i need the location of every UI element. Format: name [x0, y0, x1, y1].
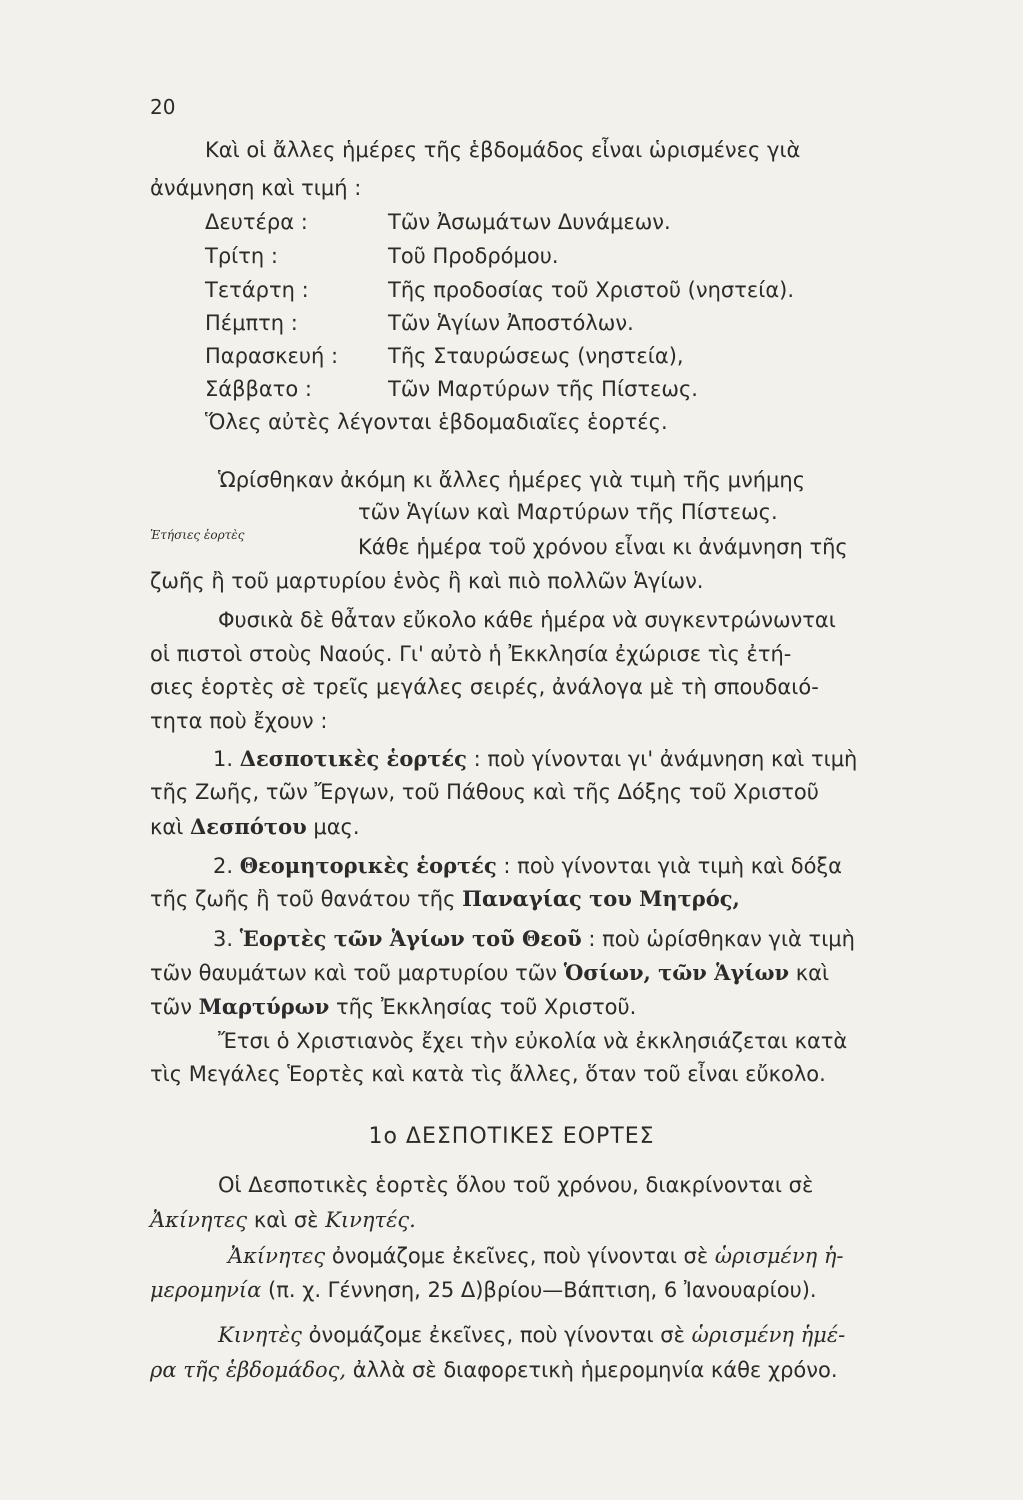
item-bold: Μαρτύρων	[198, 994, 330, 1019]
para2-line-4: ζωῆς ἢ τοῦ μαρτυρίου ἑνὸς ἢ καὶ πιὸ πολλῶν Ἁγίων.	[150, 569, 704, 593]
para4-line-2: τὶς Μεγάλες Ἑορτὲς καὶ κατὰ τὶς ἄλλες, ὅταν τοῦ εἶναι εὔκολο.	[150, 1062, 826, 1086]
day-desc: Τῆς Σταυρώσεως (νηστεία),	[388, 344, 684, 368]
para5-line-1: Οἱ Δεσποτικὲς ἑορτὲς ὅλου τοῦ χρόνου, διακρίνονται σὲ	[218, 1173, 814, 1197]
para-text: ὀνομάζομε ἐκεῖνες, ποὺ γίνονται σὲ	[308, 1323, 685, 1347]
day-desc: Τῶν Μαρτύρων τῆς Πίστεως.	[388, 377, 698, 401]
day-name: Τετάρτη :	[205, 278, 309, 302]
item-bold: Παναγίας του Μητρός,	[462, 886, 740, 911]
item-number: 2.	[213, 854, 234, 878]
day-desc: Τῆς προδοσίας τοῦ Χριστοῦ (νηστεία).	[388, 278, 795, 302]
weekly-summary: Ὅλες αὐτὲς λέγονται ἑβδομαδιαῖες ἑορτές.	[205, 410, 668, 434]
item-bold: Δεσπότου	[190, 814, 307, 839]
italic-term: μερομηνία	[150, 1278, 262, 1302]
day-name: Παρασκευή :	[205, 344, 339, 368]
para2-line-2: τῶν Ἁγίων καὶ Μαρτύρων τῆς Πίστεως.	[358, 500, 778, 524]
item-text: τῶν	[150, 995, 192, 1019]
italic-term: ὡρισμένη ἡμέ-	[691, 1323, 846, 1347]
item-bold: Ὁσίων, τῶν Ἁγίων	[563, 960, 790, 985]
intro-line-2: ἀνάμνηση καὶ τιμή :	[150, 176, 362, 200]
item-text: τῆς Ἐκκλησίας τοῦ Χριστοῦ.	[335, 995, 637, 1019]
italic-term: Ἀκίνητες	[150, 1208, 248, 1232]
item-text: μας.	[313, 815, 360, 839]
para3-line-1: Φυσικὰ δὲ θἆταν εὔκολο κάθε ἡμέρα νὰ συγκεντρώνωνται	[218, 608, 836, 632]
item-text: : ποὺ γίνονται γιὰ τιμὴ καὶ δόξα	[503, 854, 842, 878]
para3-line-2: οἱ πιστοὶ στοὺς Ναούς. Γι' αὐτὸ ἡ Ἐκκλησία ἐχώρισε τὶς ἐτή-	[150, 642, 792, 666]
para3-line-4: τητα ποὺ ἔχουν :	[150, 709, 328, 733]
italic-term: Κινητές.	[325, 1208, 416, 1232]
day-name: Πέμπτη :	[205, 311, 298, 335]
italic-term: Ἀκίνητες	[228, 1244, 326, 1268]
day-name: Δευτέρα :	[205, 210, 308, 234]
italic-term: ρα τῆς ἑβδομάδος,	[150, 1358, 347, 1382]
section-heading: 1ο ΔΕΣΠΟΤΙΚΕΣ ΕΟΡΤΕΣ	[368, 1124, 655, 1149]
item-text: τῆς Ζωῆς, τῶν Ἔργων, τοῦ Πάθους καὶ τῆς Δόξης τοῦ Χριστοῦ	[150, 780, 819, 804]
para-text: ἀλλὰ σὲ διαφορετικὴ ἡμερομηνία κάθε χρόνο.	[352, 1358, 838, 1382]
italic-term: Κινητὲς	[218, 1323, 302, 1347]
item-number: 1.	[213, 747, 234, 771]
day-name: Σάββατο :	[205, 377, 312, 401]
item-text: : ποὺ ὡρίσθηκαν γιὰ τιμὴ	[588, 927, 855, 951]
para4-line-1: Ἔτσι ὁ Χριστιανὸς ἔχει τὴν εὐκολία νὰ ἐκκλησιάζεται κατὰ	[218, 1029, 848, 1053]
item-title: Θεομητορικὲς ἑορτές	[239, 853, 497, 878]
italic-term: ὡρισμένη ἡ-	[714, 1244, 844, 1268]
margin-note: Ἐτήσιες ἑορτὲς	[150, 528, 245, 542]
item-title: Ἑορτὲς τῶν Ἁγίων τοῦ Θεοῦ	[239, 926, 582, 951]
day-desc: Τῶν Ἀσωμάτων Δυνάμεων.	[388, 210, 671, 234]
item-text: : ποὺ γίνονται γι' ἀνάμνηση καὶ τιμὴ	[473, 747, 858, 771]
day-name: Τρίτη :	[205, 244, 278, 268]
para2-line-3: Κάθε ἡμέρα τοῦ χρόνου εἶναι κι ἀνάμνηση τῆς	[358, 535, 848, 559]
day-desc: Τοῦ Προδρόμου.	[388, 244, 559, 268]
para-text: (π. χ. Γέννηση, 25 Δ)βρίου—Βάπτιση, 6 Ἰανουαρίου).	[268, 1278, 817, 1302]
day-desc: Τῶν Ἁγίων Ἀποστόλων.	[388, 311, 634, 335]
para3-line-3: σιες ἑορτὲς σὲ τρεῖς μεγάλες σειρές, ἀνάλογα μὲ τὴ σπουδαιό-	[150, 675, 819, 699]
item-text: τῶν θαυμάτων καὶ τοῦ μαρτυρίου τῶν	[150, 961, 558, 985]
item-text: τῆς ζωῆς ἢ τοῦ θανάτου τῆς	[150, 887, 456, 911]
item-text: καὶ	[795, 961, 830, 985]
para-text: καὶ σὲ	[253, 1208, 319, 1232]
item-title: Δεσποτικὲς ἑορτές	[239, 746, 467, 771]
para-text: ὀνομάζομε ἐκεῖνες, ποὺ γίνονται σὲ	[331, 1244, 709, 1268]
item-text: καὶ	[150, 815, 184, 839]
page-number: 20	[150, 95, 176, 119]
para2-line-1: Ὡρίσθηκαν ἀκόμη κι ἄλλες ἡμέρες γιὰ τιμὴ τῆς μνήμης	[218, 468, 806, 492]
item-number: 3.	[213, 927, 234, 951]
intro-line-1: Καὶ οἱ ἄλλες ἡμέρες τῆς ἑβδομάδος εἶναι ὡρισμένες γιὰ	[205, 138, 801, 162]
